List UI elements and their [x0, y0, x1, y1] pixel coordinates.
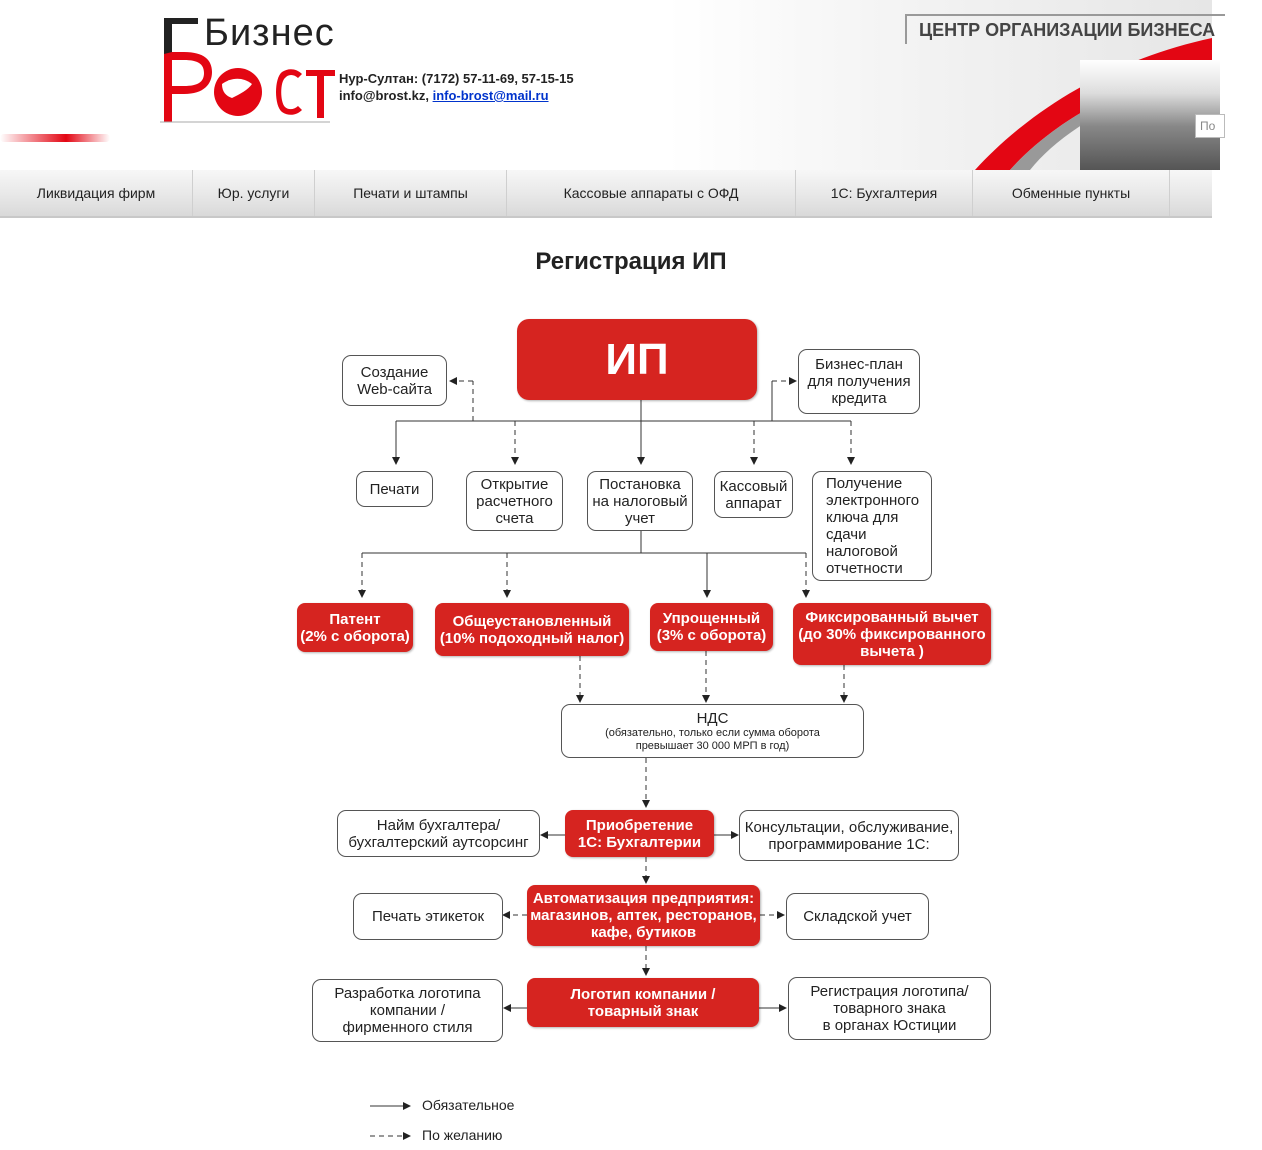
nav-item-liquidation[interactable]: Ликвидация фирм	[0, 170, 193, 216]
trademark-registration-box: Регистрация логотипа/ товарного знака в органах Юстиции	[788, 977, 991, 1040]
tax-registration-box: Постановка на налоговый учет	[587, 471, 693, 531]
logo-trademark-box: Логотип компании / товарный знак	[527, 978, 759, 1027]
fixed-deduction-box: Фиксированный вычет (до 30% фиксированного вычета )	[793, 603, 991, 665]
warehouse-box: Складской учет	[786, 893, 929, 940]
website-box: Создание Web-сайта	[342, 355, 447, 406]
label-printing-box: Печать этикеток	[353, 893, 503, 940]
1c-consulting-box: Консультации, обслуживание, программирование 1С:	[739, 810, 959, 861]
nav-item-cash-registers[interactable]: Кассовые аппараты с ОФД	[507, 170, 796, 216]
cash-register-box: Кассовый аппарат	[714, 471, 793, 518]
nav-item-stamps[interactable]: Печати и штампы	[315, 170, 507, 216]
accountant-box: Найм бухгалтера/ бухгалтерский аутсорсинг	[337, 810, 540, 857]
patent-box: Патент (2% с оборота)	[297, 603, 413, 652]
search-input[interactable]: По	[1195, 114, 1225, 138]
nds-title: НДС	[696, 709, 729, 727]
email-plain: info@brost.kz,	[339, 88, 429, 103]
buy-1c-box: Приобретение 1С: Бухгалтерии	[565, 810, 714, 857]
page-title: Регистрация ИП	[535, 248, 727, 275]
nav-item-1c[interactable]: 1С: Бухгалтерия	[796, 170, 973, 216]
nav-item-legal[interactable]: Юр. услуги	[193, 170, 315, 216]
logo-word-top: Бизнес	[204, 12, 335, 54]
ip-box: ИП	[517, 319, 757, 400]
nav-item-exchange[interactable]: Обменные пункты	[973, 170, 1170, 216]
email-link[interactable]: info-brost@mail.ru	[432, 88, 549, 103]
general-regime-box: Общеустановленный (10% подоходный налог)	[435, 603, 629, 656]
logo-design-box: Разработка логотипа компании / фирменного стиля	[312, 979, 503, 1042]
automation-box: Автоматизация предприятия: магазинов, аптек, ресторанов, кафе, бутиков	[527, 885, 760, 946]
legend-optional: По желанию	[422, 1127, 503, 1143]
nds-box	[561, 704, 864, 758]
center-title: ЦЕНТР ОРГАНИЗАЦИИ БИЗНЕСА	[905, 14, 1225, 44]
e-key-box: Получение электронного ключа для сдачи налоговой отчетности	[812, 471, 932, 581]
nds-note: (обязательно, только если сумма оборота превышает 30 000 МРП в год)	[605, 726, 820, 752]
simplified-regime-box: Упрощенный (3% с оборота)	[650, 603, 773, 651]
legend-mandatory: Обязательное	[422, 1097, 515, 1113]
business-plan-box: Бизнес-план для получения кредита	[798, 349, 920, 414]
phone-line: Нур-Султан: (7172) 57-11-69, 57-15-15	[339, 71, 574, 86]
stamps-box: Печати	[356, 471, 433, 507]
bank-account-box: Открытие расчетного счета	[466, 471, 563, 531]
